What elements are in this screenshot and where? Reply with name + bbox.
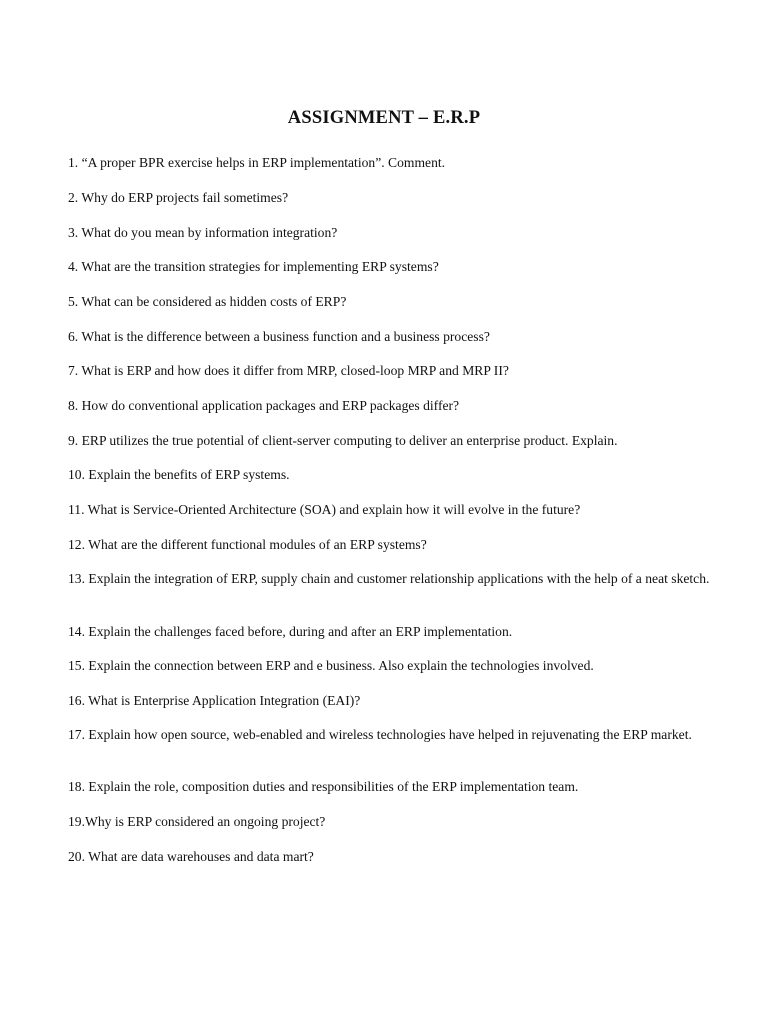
question-3: 3. What do you mean by information integration? bbox=[68, 225, 338, 240]
question-15: 15. Explain the connection between ERP and e business. Also explain the technologies involved. bbox=[68, 658, 594, 673]
question-1: 1. “A proper BPR exercise helps in ERP implementation”. Comment. bbox=[68, 155, 446, 170]
question-12: 12. What are the different functional modules of an ERP systems? bbox=[68, 537, 427, 552]
page-title: ASSIGNMENT – E.R.P bbox=[287, 108, 481, 128]
question-13: 13. Explain the integration of ERP, supply chain and customer relationship applications with the help of a neat sketch. bbox=[68, 571, 710, 586]
question-16: 16. What is Enterprise Application Integration (EAI)? bbox=[68, 693, 361, 708]
question-19: 19.Why is ERP considered an ongoing project? bbox=[68, 814, 326, 829]
question-11: 11. What is Service-Oriented Architecture (SOA) and explain how it will evolve in the future? bbox=[68, 502, 581, 517]
question-17: 17. Explain how open source, web-enabled and wireless technologies have helped in rejuvenating the ERP market. bbox=[68, 727, 692, 742]
question-14: 14. Explain the challenges faced before, during and after an ERP implementation. bbox=[68, 624, 513, 639]
question-20: 20. What are data warehouses and data mart? bbox=[68, 849, 314, 864]
question-8: 8. How do conventional application packages and ERP packages differ? bbox=[68, 398, 460, 413]
question-18: 18. Explain the role, composition duties and responsibilities of the ERP implementation team. bbox=[68, 779, 579, 794]
question-5: 5. What can be considered as hidden costs of ERP? bbox=[68, 294, 347, 309]
question-10: 10. Explain the benefits of ERP systems. bbox=[68, 467, 290, 482]
question-2: 2. Why do ERP projects fail sometimes? bbox=[68, 190, 289, 205]
question-6: 6. What is the difference between a business function and a business process? bbox=[68, 329, 490, 344]
question-7: 7. What is ERP and how does it differ from MRP, closed-loop MRP and MRP II? bbox=[68, 363, 509, 378]
question-9: 9. ERP utilizes the true potential of client-server computing to deliver an enterprise product. Explain. bbox=[68, 433, 618, 448]
question-4: 4. What are the transition strategies for implementing ERP systems? bbox=[68, 259, 439, 274]
